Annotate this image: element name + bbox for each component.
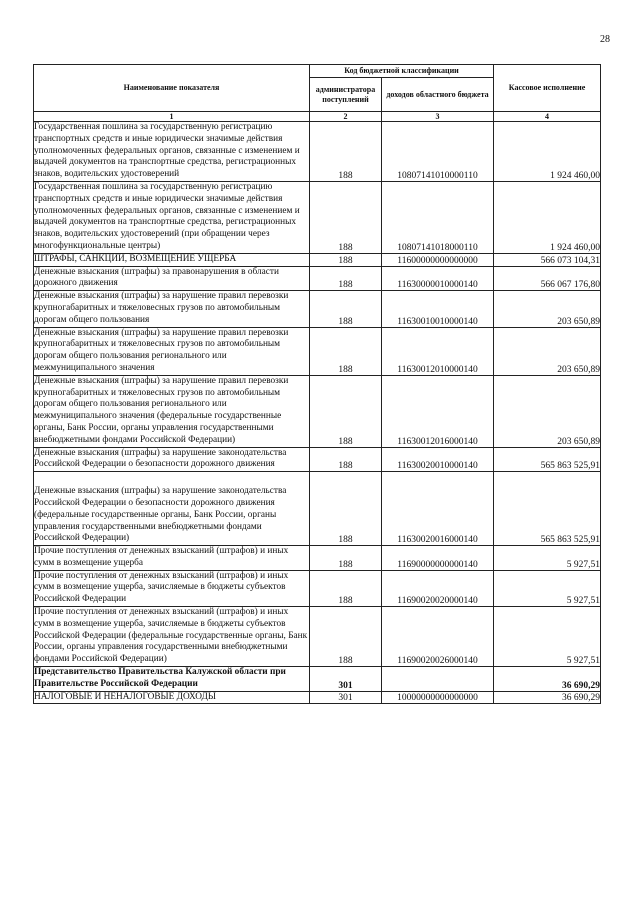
amount: 1 924 460,00 <box>494 122 601 182</box>
header-indicator: Наименование показателя <box>34 65 310 112</box>
table-row <box>34 570 601 606</box>
table-row <box>34 691 601 704</box>
admin-code: 188 <box>310 472 382 546</box>
indicator-name: Денежные взыскания (штрафы) за нарушение законодательства Российской Федерации о безопасности дорожного движения (федеральные государственные органы, Банк России, органы управления государственными внебюджетными фондами Российской Федерации) <box>34 472 310 546</box>
indicator-name: НАЛОГОВЫЕ И НЕНАЛОГОВЫЕ ДОХОДЫ <box>34 691 310 704</box>
indicator-name: Прочие поступления от денежных взысканий (штрафов) и иных сумм в возмещение ущерба, зачисляемые в бюджеты субъектов Российской Федерации (федеральные государственные органы, Банк России, органы управления государственными внебюджетными фондами Российской Федерации) <box>34 607 310 667</box>
table-row <box>34 375 601 447</box>
header-classification-code: Код бюджетной классификации <box>310 65 494 78</box>
indicator-name: Денежные взыскания (штрафы) за правонарушения в области дорожного движения <box>34 266 310 291</box>
indicator-name: Прочие поступления от денежных взысканий (штрафов) и иных сумм в возмещение ущерба, зачисляемые в бюджеты субъектов Российской Федерации <box>34 570 310 606</box>
admin-code: 188 <box>310 327 382 375</box>
column-number: 4 <box>494 112 601 122</box>
indicator-name: Государственная пошлина за государственную регистрацию транспортных средств и иные юридически значимые действия уполномоченных федеральных органов, связанные с изменением и выдачей документов на транспортные средства, регистрационных знаков, водительских удостоверений (при обращении через многофункциональные центры) <box>34 181 310 253</box>
amount: 203 650,89 <box>494 375 601 447</box>
amount: 203 650,89 <box>494 291 601 327</box>
amount: 36 690,29 <box>494 691 601 704</box>
indicator-name: Представительство Правительства Калужской области при Правительстве Российской Федерации <box>34 667 310 692</box>
admin-code: 301 <box>310 691 382 704</box>
column-numbers-row <box>34 112 601 122</box>
revenue-code <box>382 667 494 692</box>
admin-code: 301 <box>310 667 382 692</box>
admin-code: 188 <box>310 447 382 472</box>
revenue-code: 11630020010000140 <box>382 447 494 472</box>
revenue-code: 11630012016000140 <box>382 375 494 447</box>
admin-code: 188 <box>310 570 382 606</box>
revenue-code: 11630020016000140 <box>382 472 494 546</box>
table-row <box>34 266 601 291</box>
amount: 5 927,51 <box>494 570 601 606</box>
revenue-code: 10807141018000110 <box>382 181 494 253</box>
indicator-name: Денежные взыскания (штрафы) за нарушение правил перевозки крупногабаритных и тяжеловесных грузов по автомобильным дорогам общего пользования регионального или межмуниципального значения (федеральные государственные органы, Банк России, органы управления государственными внебюджетными фондами Российской Федерации) <box>34 375 310 447</box>
budget-execution-table <box>33 64 601 704</box>
admin-code: 188 <box>310 181 382 253</box>
admin-code: 188 <box>310 607 382 667</box>
page-number: 28 <box>600 34 610 45</box>
amount: 565 863 525,91 <box>494 447 601 472</box>
table-row <box>34 122 601 182</box>
revenue-code: 11630010010000140 <box>382 291 494 327</box>
revenue-code: 11690020020000140 <box>382 570 494 606</box>
admin-code: 188 <box>310 375 382 447</box>
indicator-name: Прочие поступления от денежных взысканий (штрафов) и иных сумм в возмещение ущерба <box>34 546 310 571</box>
amount: 5 927,51 <box>494 546 601 571</box>
indicator-name: Денежные взыскания (штрафы) за нарушение законодательства Российской Федерации о безопасности дорожного движения <box>34 447 310 472</box>
revenue-code: 11600000000000000 <box>382 253 494 266</box>
table-row <box>34 253 601 266</box>
indicator-name: Денежные взыскания (штрафы) за нарушение правил перевозки крупногабаритных и тяжеловесных грузов по автомобильным дорогам общего пользования регионального или межмуниципального значения <box>34 327 310 375</box>
header-administrator: администратора поступлений <box>310 78 382 112</box>
table-row <box>34 181 601 253</box>
header-cash-execution: Кассовое исполнение <box>494 65 601 112</box>
revenue-code: 10807141010000110 <box>382 122 494 182</box>
revenue-code: 11690000000000140 <box>382 546 494 571</box>
admin-code: 188 <box>310 291 382 327</box>
revenue-code: 11630012010000140 <box>382 327 494 375</box>
indicator-name: Денежные взыскания (штрафы) за нарушение правил перевозки крупногабаритных и тяжеловесных грузов по автомобильным дорогам общего пользования <box>34 291 310 327</box>
table-row <box>34 447 601 472</box>
table-row <box>34 667 601 692</box>
indicator-name: ШТРАФЫ, САНКЦИИ, ВОЗМЕЩЕНИЕ УЩЕРБА <box>34 253 310 266</box>
column-number: 3 <box>382 112 494 122</box>
amount: 36 690,29 <box>494 667 601 692</box>
column-number: 2 <box>310 112 382 122</box>
amount: 566 067 176,80 <box>494 266 601 291</box>
admin-code: 188 <box>310 253 382 266</box>
table-row <box>34 607 601 667</box>
amount: 565 863 525,91 <box>494 472 601 546</box>
column-number: 1 <box>34 112 310 122</box>
amount: 203 650,89 <box>494 327 601 375</box>
revenue-code: 11630000010000140 <box>382 266 494 291</box>
amount: 5 927,51 <box>494 607 601 667</box>
table-row <box>34 291 601 327</box>
table-row <box>34 327 601 375</box>
header-revenue-code: доходов областного бюджета <box>382 78 494 112</box>
table-row <box>34 546 601 571</box>
revenue-code: 10000000000000000 <box>382 691 494 704</box>
admin-code: 188 <box>310 266 382 291</box>
amount: 1 924 460,00 <box>494 181 601 253</box>
admin-code: 188 <box>310 546 382 571</box>
indicator-name: Государственная пошлина за государственную регистрацию транспортных средств и иные юридически значимые действия уполномоченных федеральных органов, связанные с изменением и выдачей документов на транспортные средства, регистрационных знаков, водительских удостоверений <box>34 122 310 182</box>
revenue-code: 11690020026000140 <box>382 607 494 667</box>
admin-code: 188 <box>310 122 382 182</box>
table-row <box>34 472 601 546</box>
amount: 566 073 104,31 <box>494 253 601 266</box>
